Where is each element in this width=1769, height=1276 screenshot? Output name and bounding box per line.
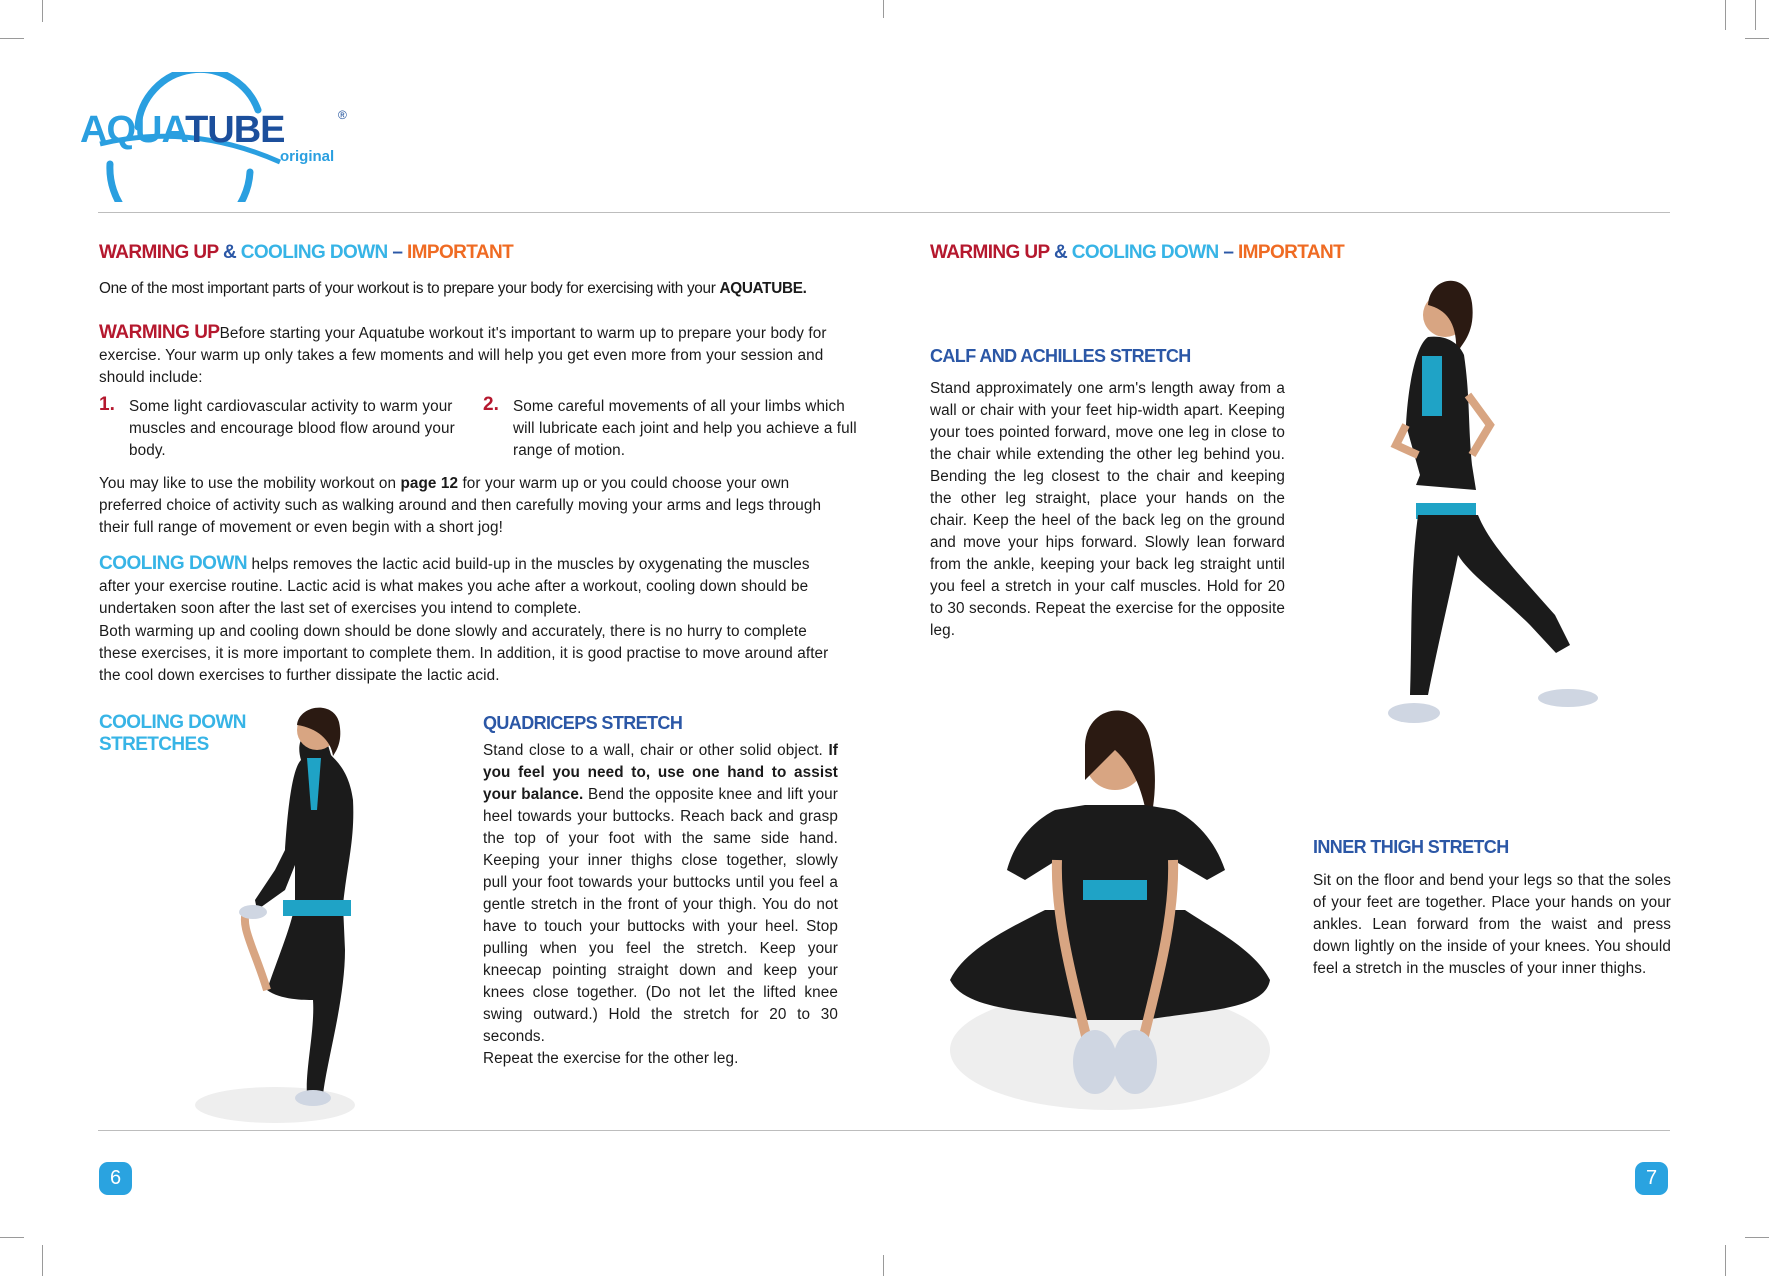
crop-mark bbox=[1725, 0, 1726, 30]
logo-text-tube: TUBE bbox=[185, 109, 285, 151]
crop-mark bbox=[1745, 1237, 1769, 1238]
list-item: 2. Some careful movements of all your limbs which will lubricate each joint and help you achieve a full range of motion. bbox=[483, 394, 857, 459]
intro-text: One of the most important parts of your workout is to prepare your body for exercising with your AQUATUBE. bbox=[99, 280, 807, 297]
inner-thigh-stretch-photo bbox=[945, 690, 1275, 1115]
crop-mark bbox=[0, 38, 24, 39]
list-item: 1. Some light cardiovascular activity to warm your muscles and encourage blood flow around your body. bbox=[99, 394, 455, 459]
logo-tagline: original bbox=[280, 148, 335, 165]
inner-thigh-title: INNER THIGH STRETCH bbox=[1313, 837, 1509, 857]
inner-thigh-text: Sit on the floor and bend your legs so that the soles of your feet are together. Place your hands on your ankles. Lean forward from the waist and press down lightly on the inside of your knees. You should feel a stretch in the muscles of your inner thighs. bbox=[1313, 872, 1671, 977]
crop-mark bbox=[42, 0, 43, 22]
warming-up-paragraph: WARMING UPBefore starting your Aquatube workout it's important to warm up to prepare your body for exercise. Your warm up only takes a few moments and will help you get even more from your session and should include: bbox=[99, 322, 827, 386]
right-heading: WARMING UP & COOLING DOWN – IMPORTANT bbox=[930, 242, 1345, 263]
crop-mark bbox=[42, 1245, 43, 1276]
quadriceps-repeat: Repeat the exercise for the other leg. bbox=[483, 1050, 739, 1067]
both-paragraph: Both warming up and cooling down should be done slowly and accurately, there is no hurry to complete these exercises, it is more important to complete them. In addition, it is good practise to move around after the cool down exercises to further dissipate the lactic acid. bbox=[99, 623, 829, 684]
calf-achilles-title: CALF AND ACHILLES STRETCH bbox=[930, 346, 1191, 366]
crop-mark bbox=[1725, 1245, 1726, 1276]
quadriceps-text: Stand close to a wall, chair or other solid object. If you feel you need to, use one hand to assist your balance. Bend the opposite knee and lift your heel towards your buttocks. Reach back and grasp the top of your foot with the same side hand. Keeping your inner thighs close together, slowly pull your foot towards your buttocks until you feel a gentle stretch in the front of your thigh. You do not have to touch your buttocks with your heel. Stop pulling when you feel the stretch. Keep your kneecap pointing straight down and keep your knees close together. (Do not let the lifted knee swing outward.) Hold the stretch for 20 to 30 seconds. bbox=[483, 742, 838, 1045]
quadriceps-stretch-photo bbox=[195, 700, 395, 1130]
page-number-right: 7 bbox=[1635, 1162, 1668, 1195]
crop-mark bbox=[1745, 38, 1769, 39]
quadriceps-title: QUADRICEPS STRETCH bbox=[483, 713, 683, 733]
logo-text-aqua: AQUA bbox=[80, 109, 186, 151]
mobility-paragraph: You may like to use the mobility workout on page 12 for your warm up or you could choose your own preferred choice of activity such as walking around and then carefully moving your arms and legs through their full range of movement or even begin with a short jog! bbox=[99, 475, 822, 536]
cooling-down-title: COOLING DOWN bbox=[99, 553, 248, 574]
crop-mark bbox=[1755, 0, 1756, 30]
cooling-down-paragraph: COOLING DOWN helps removes the lactic acid build-up in the muscles by oxygenating the muscles after your exercise routine. Lactic acid is what makes you ache after a workout, cooling down should be undertaken soon after the last set of exercises you intend to complete. bbox=[99, 553, 810, 617]
aquatube-logo bbox=[80, 72, 360, 202]
calf-stretch-photo bbox=[1340, 275, 1610, 755]
crop-mark bbox=[883, 0, 884, 18]
cooling-down-stretches-title: COOLING DOWN STRETCHES bbox=[99, 712, 246, 755]
top-rule bbox=[98, 212, 1670, 213]
page-number-left: 6 bbox=[99, 1162, 132, 1195]
bottom-rule bbox=[98, 1130, 1670, 1131]
warming-up-title: WARMING UP bbox=[99, 322, 220, 343]
crop-mark bbox=[883, 1255, 884, 1276]
calf-achilles-text: Stand approximately one arm's length away from a wall or chair with your feet hip-width apart. Keeping your toes pointed forward, move one leg in close to the chair while extending the other leg behind you. Bending the leg closest to the chair and keeping the other leg straight, place your hands on the chair. Keep the heel of the back leg on the ground and move your hips forward. Slowly lean forward from the ankle, keeping your back leg straight until you feel a stretch in your calf muscles. Hold for 20 to 30 seconds. Repeat the exercise for the opposite leg. bbox=[930, 380, 1285, 639]
crop-mark bbox=[0, 1237, 24, 1238]
left-heading: WARMING UP & COOLING DOWN – IMPORTANT bbox=[99, 242, 514, 263]
logo-registered: ® bbox=[338, 108, 347, 122]
